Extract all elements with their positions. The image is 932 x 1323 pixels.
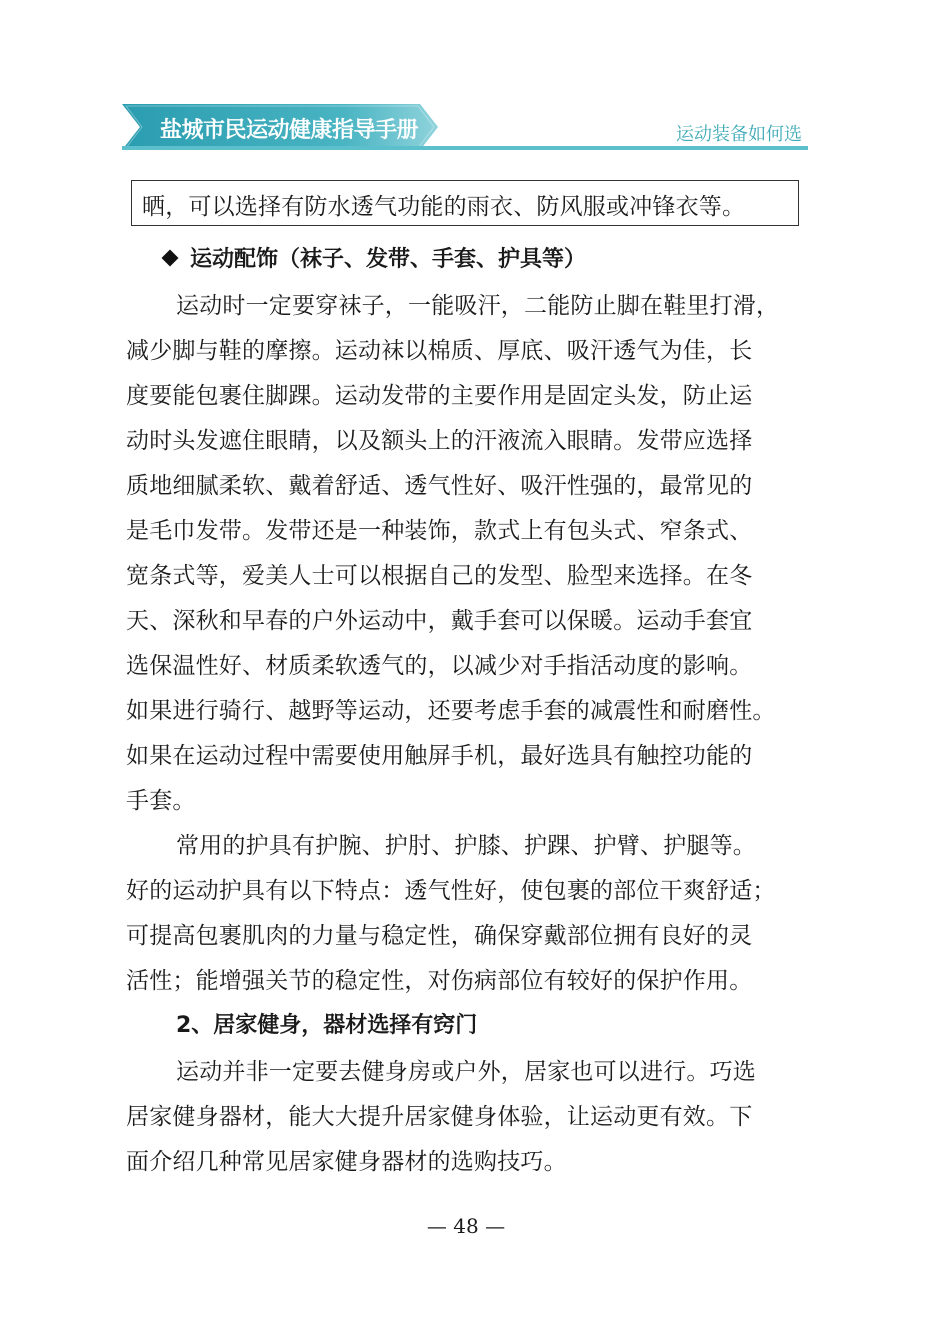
paragraph-line: 减少脚与鞋的摩擦。运动袜以棉质、厚底、吸汗透气为佳，长 xyxy=(126,338,753,364)
paragraph-line: 面介绍几种常见居家健身器材的选购技巧。 xyxy=(126,1149,567,1175)
paragraph-line: 运动并非一定要去健身房或户外，居家也可以进行。巧选 xyxy=(176,1059,756,1085)
paragraph-line: 好的运动护具有以下特点：透气性好，使包裹的部位干爽舒适； xyxy=(126,878,776,904)
section-title: 运动装备如何选 xyxy=(676,124,802,145)
subheading-accessories xyxy=(160,242,586,273)
subheading-accessories-text: 运动配饰（袜子、发带、手套、护具等） xyxy=(190,247,587,272)
paragraph-line: 是毛巾发带。发带还是一种装饰，款式上有包头式、窄条式、 xyxy=(126,518,753,544)
paragraph-line: 度要能包裹住脚踝。运动发带的主要作用是固定头发，防止运 xyxy=(126,383,753,409)
page-header xyxy=(122,104,808,152)
paragraph-line: 活性；能增强关节的稳定性，对伤病部位有较好的保护作用。 xyxy=(126,968,753,994)
paragraph-line: 如果在运动过程中需要使用触屏手机，最好选具有触控功能的 xyxy=(126,743,753,769)
paragraph-line: 可提高包裹肌肉的力量与稳定性，确保穿戴部位拥有良好的灵 xyxy=(126,923,753,949)
paragraph-line: 居家健身器材，能大大提升居家健身体验，让运动更有效。下 xyxy=(126,1104,753,1130)
paragraph-line: 手套。 xyxy=(126,788,196,814)
header-divider xyxy=(122,146,808,150)
subheading-home-fitness: 2、居家健身，器材选择有窍门 xyxy=(176,1013,478,1038)
paragraph-line: 运动时一定要穿袜子，一能吸汗，二能防止脚在鞋里打滑， xyxy=(176,293,780,319)
handbook-title: 盐城市民运动健康指导手册 xyxy=(160,118,419,143)
paragraph-line: 动时头发遮住眼睛，以及额头上的汗液流入眼睛。发带应选择 xyxy=(126,428,753,454)
boxed-continuation xyxy=(131,180,799,226)
boxed-text: 晒，可以选择有防水透气功能的雨衣、防风服或冲锋衣等。 xyxy=(142,194,746,220)
paragraph-line: 常用的护具有护腕、护肘、护膝、护踝、护臂、护腿等。 xyxy=(176,833,756,859)
paragraph-line: 质地细腻柔软、戴着舒适、透气性好、吸汗性强的，最常见的 xyxy=(126,473,753,499)
paragraph-line: 宽条式等，爱美人士可以根据自己的发型、脸型来选择。在冬 xyxy=(126,563,753,589)
paragraph-line: 天、深秋和早春的户外运动中，戴手套可以保暖。运动手套宜 xyxy=(126,608,753,634)
diamond-bullet-icon xyxy=(162,250,179,267)
paragraph-line: 如果进行骑行、越野等运动，还要考虑手套的减震性和耐磨性。 xyxy=(126,698,776,724)
page-number: — 48 — xyxy=(426,1214,506,1238)
paragraph-line: 选保温性好、材质柔软透气的，以减少对手指活动度的影响。 xyxy=(126,653,753,679)
